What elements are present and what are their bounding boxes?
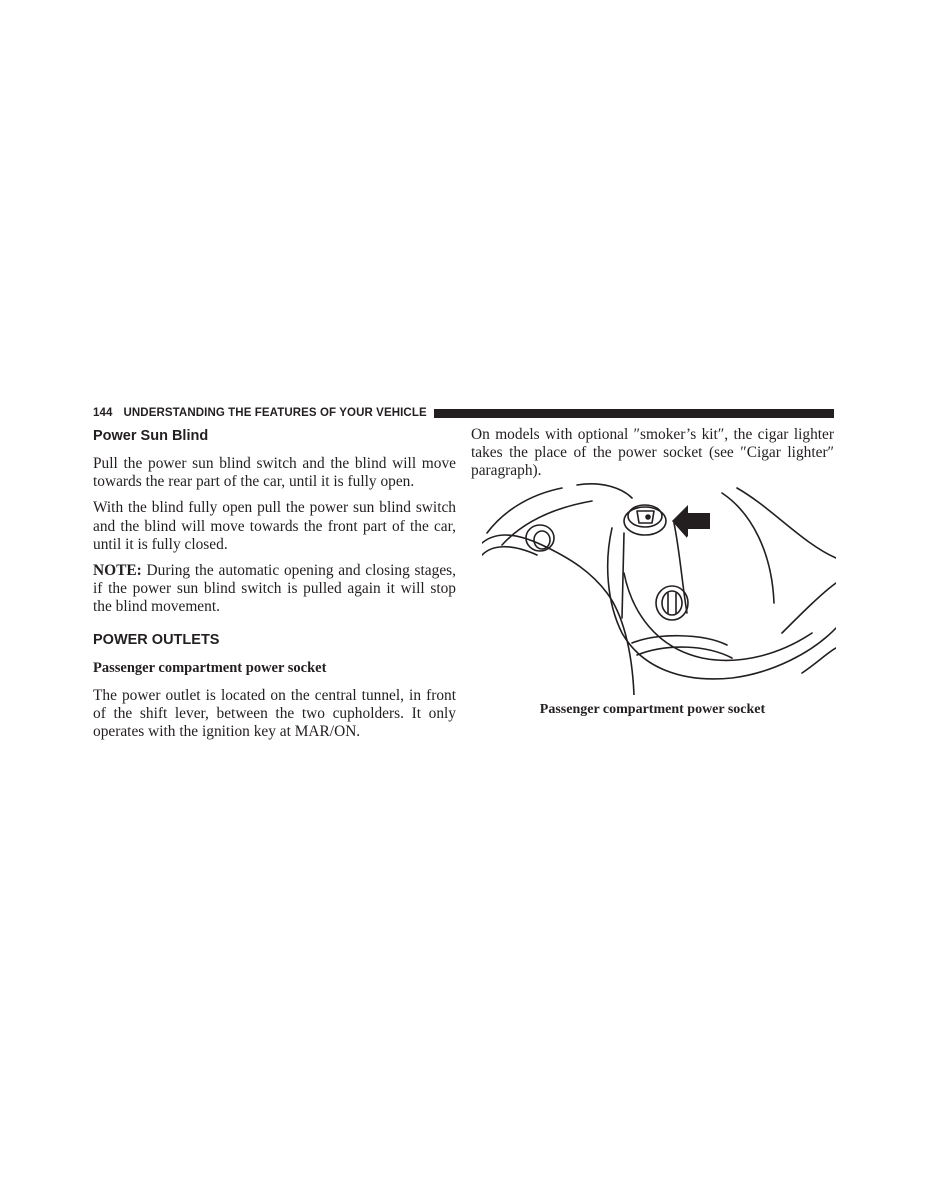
subheading-passenger-socket: Passenger compartment power socket: [93, 659, 327, 676]
chapter-title: UNDERSTANDING THE FEATURES OF YOUR VEHICLE: [123, 407, 427, 419]
page-number: 144: [93, 407, 113, 419]
paragraph-smokers-kit: On models with optional ″smoker’s kit″, the cigar lighter takes the place of the power socket (see ″Cigar lighter″ paragraph).: [471, 426, 834, 480]
note-text: During the automatic opening and closing stages, if the power sun blind switch is pulled again it will stop the blind movement.: [93, 562, 456, 616]
heading-power-sun-blind: Power Sun Blind: [93, 428, 209, 444]
heading-power-outlets: POWER OUTLETS: [93, 631, 220, 648]
left-column: [93, 426, 456, 741]
paragraph-sun-blind-open: Pull the power sun blind switch and the blind will move towards the rear part of the car, until it is fully open.: [93, 455, 456, 491]
note-paragraph: [93, 562, 456, 617]
paragraph-sun-blind-close: With the blind fully open pull the power sun blind switch and the blind will move towards the front part of the car, until it is fully closed.: [93, 499, 456, 553]
note-label: NOTE:: [93, 562, 142, 580]
header-rule: [434, 409, 834, 418]
page-header: [93, 405, 834, 421]
paragraph-power-outlet: The power outlet is located on the central tunnel, in front of the shift lever, between the two cupholders. It only operates with the ignition key at MAR/ON.: [93, 686, 456, 741]
right-column: [471, 426, 834, 481]
power-socket-illustration: [482, 483, 836, 695]
figure-caption: Passenger compartment power socket: [539, 702, 766, 717]
